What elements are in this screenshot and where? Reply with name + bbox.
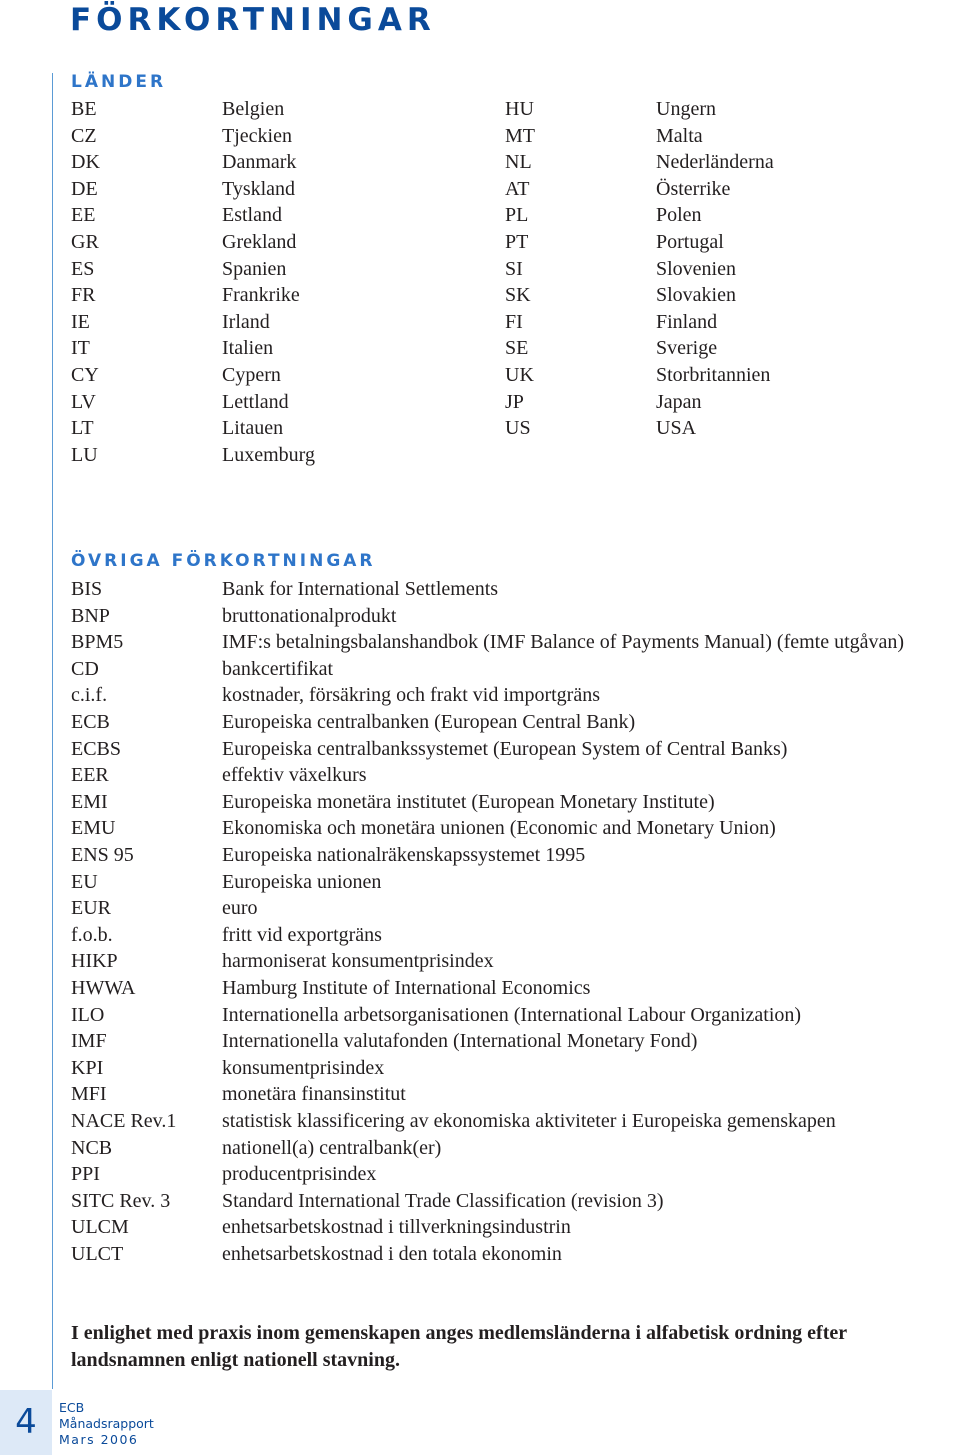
abbreviation-row — [71, 948, 960, 974]
abbreviation-meaning: Europeiska centralbanken (European Central Bank) — [222, 711, 636, 733]
country-name: Japan — [656, 390, 702, 413]
abbreviation: NACE Rev.1 — [71, 1110, 177, 1132]
country-name: Österrike — [656, 177, 731, 200]
abbreviation-meaning: IMF:s betalningsbalanshandbok (IMF Balance of Payments Manual) (femte utgåvan) — [222, 631, 905, 654]
abbreviation-row — [71, 895, 960, 921]
abbreviation-meaning: monetära finansinstitut — [222, 1083, 406, 1106]
abbreviation: SITC Rev. 3 — [71, 1189, 171, 1212]
country-code: SI — [505, 257, 523, 280]
abbreviation-meaning: Standard International Trade Classification (revision 3) — [222, 1189, 664, 1212]
abbreviation: PPI — [71, 1163, 100, 1186]
abbreviation-row — [71, 1188, 960, 1214]
abbreviation-row — [71, 1002, 960, 1028]
abbreviation-meaning: producentprisindex — [222, 1163, 377, 1186]
abbreviation: ENS 95 — [71, 844, 134, 866]
abbreviation-meaning: Europeiska nationalräkenskapssystemet 1995 — [222, 844, 586, 866]
abbreviation-meaning: nationell(a) centralbank(er) — [222, 1136, 442, 1159]
footer-date: Mars 2006 — [59, 1432, 139, 1447]
country-name: Malta — [656, 124, 703, 147]
country-name: Lettland — [222, 390, 289, 413]
country-row — [71, 123, 951, 149]
country-name: Cypern — [222, 364, 281, 386]
country-row — [71, 335, 951, 361]
country-name: Nederländerna — [656, 151, 774, 174]
country-row — [71, 309, 951, 335]
abbreviation: KPI — [71, 1056, 104, 1079]
abbreviation-meaning: enhetsarbetskostnad i tillverkningsindustrin — [222, 1216, 571, 1239]
country-code: AT — [505, 177, 530, 200]
abbreviation-row — [71, 975, 960, 1001]
country-name: Grekland — [222, 231, 297, 253]
abbreviation-row — [71, 1055, 960, 1081]
abbreviation: BPM5 — [71, 631, 124, 654]
country-name: Luxemburg — [222, 443, 315, 466]
country-name: Litauen — [222, 417, 284, 440]
abbreviation-meaning: Ekonomiska och monetära unionen (Economic and Monetary Union) — [222, 817, 776, 840]
country-row — [71, 229, 951, 255]
country-row — [71, 442, 951, 468]
abbreviation-row — [71, 1135, 960, 1161]
country-code: SK — [505, 284, 531, 307]
abbreviation-row — [71, 736, 960, 762]
country-name: Storbritannien — [656, 364, 771, 386]
abbreviation-row — [71, 1161, 960, 1187]
country-code: IE — [71, 310, 90, 333]
country-name: Belgien — [222, 98, 285, 120]
abbreviation: ILO — [71, 1003, 105, 1026]
abbreviation: EU — [71, 870, 98, 893]
abbreviation-meaning: Europeiska monetära institutet (European Monetary Institute) — [222, 790, 715, 813]
abbreviation: c.i.f. — [71, 684, 108, 707]
abbreviation: ECB — [71, 711, 110, 733]
country-code: DE — [71, 177, 98, 200]
abbreviation-row — [71, 815, 960, 841]
country-code: SE — [505, 337, 529, 360]
country-row — [71, 256, 951, 282]
country-row — [71, 362, 951, 388]
country-row — [71, 202, 951, 228]
country-code: LU — [71, 443, 98, 466]
country-code: LV — [71, 390, 96, 413]
abbreviation-meaning: konsumentprisindex — [222, 1056, 385, 1079]
country-row — [71, 176, 951, 202]
abbreviation-meaning: Internationella arbetsorganisationen (International Labour Organization) — [222, 1003, 802, 1026]
country-code: UK — [505, 364, 534, 386]
abbreviation-meaning: kostnader, försäkring och frakt vid importgräns — [222, 684, 600, 707]
abbreviation-meaning: Europeiska unionen — [222, 870, 382, 893]
abbreviation-row — [71, 1081, 960, 1107]
abbreviation-meaning: bruttonationalprodukt — [222, 604, 397, 627]
country-name: Irland — [222, 310, 270, 333]
country-name: Estland — [222, 204, 282, 227]
abbreviation-row — [71, 629, 960, 655]
abbreviation-row — [71, 922, 960, 948]
abbreviation-row — [71, 1214, 960, 1240]
country-name: Finland — [656, 310, 718, 333]
country-name: Ungern — [656, 98, 716, 120]
abbreviation: EUR — [71, 897, 111, 920]
abbreviation-meaning: Europeiska centralbankssystemet (European System of Central Banks) — [222, 737, 788, 760]
country-code: LT — [71, 417, 94, 440]
abbreviation-meaning: effektiv växelkurs — [222, 764, 367, 787]
footer-report-name: Månadsrapport — [59, 1416, 154, 1431]
country-code: FR — [71, 284, 96, 307]
country-name: USA — [656, 417, 697, 440]
abbreviation: ECBS — [71, 737, 122, 760]
country-row — [71, 389, 951, 415]
country-name: Portugal — [656, 231, 724, 253]
abbreviation-meaning: harmoniserat konsumentprisindex — [222, 950, 494, 973]
country-code: NL — [505, 151, 532, 174]
abbreviation: CD — [71, 657, 99, 680]
countries-heading: LÄNDER — [71, 72, 167, 92]
abbreviation: HWWA — [71, 977, 136, 999]
page-title: FÖRKORTNINGAR — [70, 2, 436, 38]
country-row — [71, 415, 951, 441]
country-name: Tjeckien — [222, 124, 292, 147]
country-code: ES — [71, 257, 95, 280]
country-code: BE — [71, 98, 97, 120]
country-code: PL — [505, 204, 529, 227]
abbreviation-row — [71, 842, 960, 868]
abbreviation-row — [71, 603, 960, 629]
country-row — [71, 96, 951, 122]
country-name: Frankrike — [222, 284, 300, 307]
abbreviation-meaning: euro — [222, 897, 258, 920]
abbreviation-meaning: fritt vid exportgräns — [222, 923, 382, 946]
country-code: FI — [505, 310, 523, 333]
country-code: EE — [71, 204, 96, 227]
country-name: Danmark — [222, 151, 297, 174]
abbreviation: EMU — [71, 817, 116, 840]
country-code: HU — [505, 98, 534, 120]
abbreviation-meaning: Internationella valutafonden (International Monetary Fond) — [222, 1030, 698, 1053]
country-code: US — [505, 417, 531, 440]
country-name: Slovakien — [656, 284, 736, 307]
country-name: Sverige — [656, 337, 718, 360]
country-row — [71, 282, 951, 308]
margin-rule — [52, 73, 53, 1389]
country-name: Tyskland — [222, 177, 296, 200]
abbreviation: BNP — [71, 604, 110, 627]
abbreviation-row — [71, 869, 960, 895]
country-code: IT — [71, 337, 90, 360]
abbreviation-meaning: bankcertifikat — [222, 657, 334, 680]
abbreviation-row — [71, 1108, 960, 1134]
abbreviation-row — [71, 682, 960, 708]
country-code: JP — [505, 390, 524, 413]
alphabetical-order-note: I enlighet med praxis inom gemenskapen anges medlemsländerna i alfabetisk ordning efter landsnamnen enligt nationell stavning. — [71, 1322, 847, 1371]
abbreviation: ULCT — [71, 1243, 124, 1265]
country-row — [71, 149, 951, 175]
country-code: CY — [71, 364, 99, 386]
footer-ecb: ECB — [59, 1400, 85, 1415]
country-code: PT — [505, 231, 529, 253]
country-name: Polen — [656, 204, 702, 227]
abbreviation-row — [71, 762, 960, 788]
abbreviation: BIS — [71, 578, 103, 600]
country-code: MT — [505, 124, 535, 147]
abbreviation: IMF — [71, 1030, 107, 1053]
abbreviation: ULCM — [71, 1216, 129, 1239]
country-name: Spanien — [222, 257, 287, 280]
abbreviation-meaning: statistisk klassificering av ekonomiska aktiviteter i Europeiska gemenskapen — [222, 1110, 836, 1132]
page-number: 4 — [15, 1402, 37, 1442]
abbreviation: MFI — [71, 1083, 107, 1106]
abbreviation-meaning: Hamburg Institute of International Economics — [222, 977, 591, 999]
abbreviation-row — [71, 789, 960, 815]
abbreviation-row — [71, 1028, 960, 1054]
country-name: Slovenien — [656, 257, 736, 280]
country-code: DK — [71, 151, 100, 174]
other-abbreviations-heading: ÖVRIGA FÖRKORTNINGAR — [71, 551, 376, 571]
abbreviation-row — [71, 1241, 960, 1267]
country-code: CZ — [71, 124, 97, 147]
abbreviation-row — [71, 576, 960, 602]
abbreviation-meaning: Bank for International Settlements — [222, 578, 499, 600]
abbreviation: HIKP — [71, 950, 118, 973]
country-name: Italien — [222, 337, 274, 360]
abbreviation-row — [71, 709, 960, 735]
abbreviation: f.o.b. — [71, 923, 113, 946]
footer-publication — [59, 1400, 154, 1448]
abbreviation: EER — [71, 764, 109, 787]
abbreviation: NCB — [71, 1136, 113, 1159]
abbreviation: EMI — [71, 790, 108, 813]
abbreviation-row — [71, 656, 960, 682]
country-code: GR — [71, 231, 99, 253]
abbreviation-meaning: enhetsarbetskostnad i den totala ekonomin — [222, 1243, 562, 1265]
